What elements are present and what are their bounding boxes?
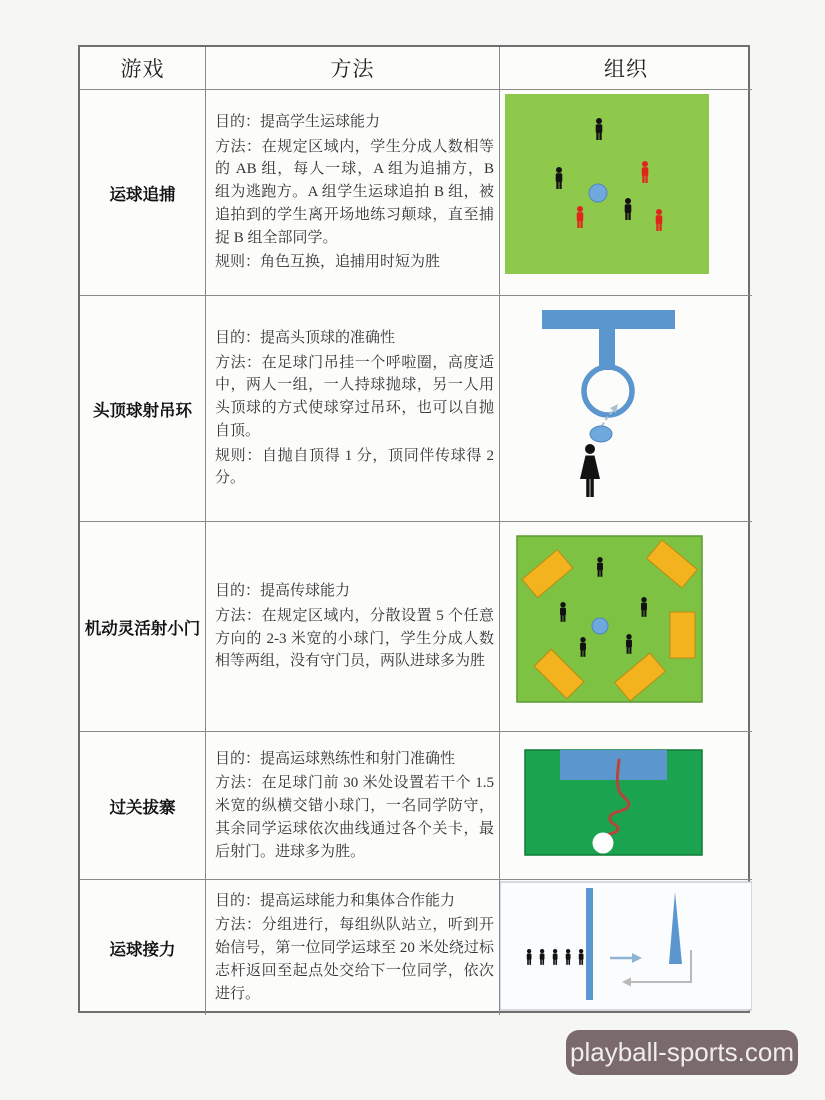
- method-text: 方法：在规定区域内，学生分成人数相等的 AB 组，每人一球，A 组为追捕方，B 组为逃跑方。A 组学生运球追拍 B 组，被追拍到的学生离开场地练习颠球，直至捕捉 B 组全部同学。: [215, 138, 494, 246]
- method-text: 方法：在足球门吊挂一个呼啦圈，高度适中，两人一组，一人持球抛球，另一人用头顶球的方式使球穿过吊环，也可以自抛自顶。: [215, 354, 494, 439]
- rule-text: 规则：角色互换，追捕用时短为胜: [215, 254, 441, 271]
- hoop-icon: [584, 367, 632, 415]
- purpose-text: 目的：提高运球熟练性和射门准确性: [215, 750, 456, 767]
- game-name-header-ring: 头顶球射吊环: [80, 296, 206, 522]
- ball-icon: [592, 618, 608, 634]
- header-organization: 组织: [500, 47, 752, 90]
- diagram-relay: [500, 880, 752, 1015]
- diagram-small-goals: [500, 522, 752, 732]
- header-method: 方法: [206, 47, 500, 90]
- game-name-dribble-chase: 运球追捕: [80, 90, 206, 296]
- goal-icon: [670, 612, 695, 658]
- method-dribble-chase: [206, 90, 500, 296]
- method-relay: [206, 880, 500, 1015]
- method-text: 方法：在规定区域内，分散设置 5 个任意方向的 2-3 米宽的小球门，学生分成人数相等两组，没有守门员，两队进球多为胜: [215, 607, 494, 670]
- goal-post: [599, 329, 615, 370]
- method-small-goals: [206, 522, 500, 732]
- purpose-text: 目的：提高学生运球能力: [215, 113, 381, 130]
- field: [505, 94, 709, 274]
- ball-icon: [593, 833, 614, 854]
- purpose-text: 目的：提高传球能力: [215, 582, 351, 599]
- diagram-dribble-chase: [500, 90, 752, 296]
- diagram-header-ring: [500, 296, 752, 522]
- header-game: 游戏: [80, 47, 206, 90]
- method-text: 方法：在足球门前 30 米处设置若干个 1.5 米宽的纵横交错小球门，一名同学防守，其余同学运球依次曲线通过各个关卡，最后射门。进球多为胜。: [215, 775, 494, 860]
- start-line: [586, 888, 593, 1000]
- method-pass-gates: [206, 732, 500, 880]
- method-header-ring: [206, 296, 500, 522]
- player-icon: [580, 444, 600, 497]
- ball-icon: [589, 184, 607, 202]
- watermark-text: playball-sports.com: [570, 1037, 794, 1067]
- diagram-pass-gates: [500, 732, 752, 880]
- game-name-pass-gates: 过关拔寨: [80, 732, 206, 880]
- diagram-frame: [500, 882, 752, 1010]
- game-name-small-goals: 机动灵活射小门: [80, 522, 206, 732]
- watermark-badge: [566, 1030, 798, 1075]
- games-table: [78, 45, 750, 1013]
- method-text: 方法：分组进行，每组纵队站立，听到开始信号，第一位同学运球至 20 米处绕过标志杆返回至起点处交给下一位同学，依次进行。: [215, 917, 494, 1002]
- game-name-relay: 运球接力: [80, 880, 206, 1015]
- purpose-text: 目的：提高头顶球的准确性: [215, 329, 396, 346]
- goal-area: [560, 750, 667, 780]
- purpose-text: 目的：提高运球能力和集体合作能力: [215, 892, 456, 909]
- rule-text: 规则：自抛自顶得 1 分，顶同伴传球得 2 分。: [215, 447, 494, 487]
- goal-crossbar: [542, 310, 675, 329]
- ball-icon: [590, 426, 612, 442]
